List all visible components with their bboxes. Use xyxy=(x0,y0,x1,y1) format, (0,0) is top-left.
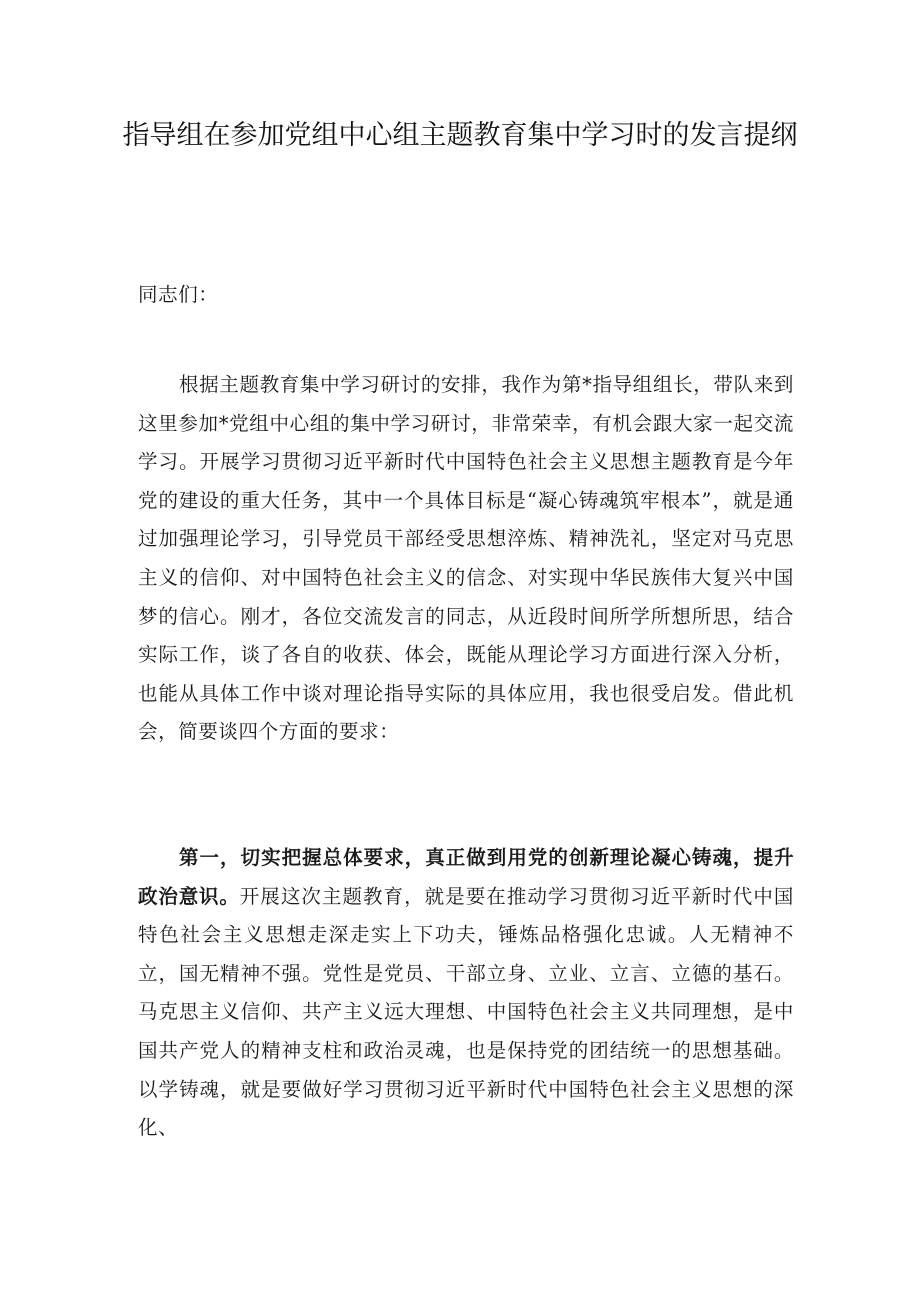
document-title: 指导组在参加党组中心组主题教育集中学习时的发言提纲 xyxy=(122,120,798,151)
paragraph-intro: 根据主题教育集中学习研讨的安排，我作为第*指导组组长，带队来到这里参加*党组中心组的集中学习研讨，非常荣幸，有机会跟大家一起交流学习。开展学习贯彻习近平新时代中国特色社会主义思想主题教育是今年党的建设的重大任务，其中一个具体目标是“凝心铸魂筑牢根本”，就是通过加强理论学习，引导党员干部经受思想淬炼、精神洗礼，坚定对马克思主义的信仰、对中国特色社会主义的信念、对实现中华民族伟大复兴中国梦的信心。刚才，各位交流发言的同志，从近段时间所学所想所思，结合实际工作，谈了各自的收获、体会，既能从理论学习方面进行深入分析，也能从具体工作中谈对理论指导实际的具体应用，我也很受启发。借此机会，简要谈四个方面的要求： xyxy=(138,373,794,744)
paragraph-heading: 第一，切实把握总体要求，真正做到用党的创新理论凝心铸魂，提升政治意识。 xyxy=(138,846,794,908)
paragraph-first-requirement xyxy=(138,839,794,1148)
paragraph-body: 开展这次主题教育，就是要在推动学习贯彻习近平新时代中国特色社会主义思想走深走实上下功夫，锤炼品格强化忠诚。人无精神不立，国无精神不强。党性是党员、干部立身、立业、立言、立德的基石。马克思主义信仰、共产主义远大理想、中国特色社会主义共同理想，是中国共产党人的精神支柱和政治灵魂，也是保持党的团结统一的思想基础。以学铸魂，就是要做好学习贯彻习近平新时代中国特色社会主义思想的深化、 xyxy=(138,884,794,1140)
salutation: 同志们： xyxy=(138,283,219,306)
